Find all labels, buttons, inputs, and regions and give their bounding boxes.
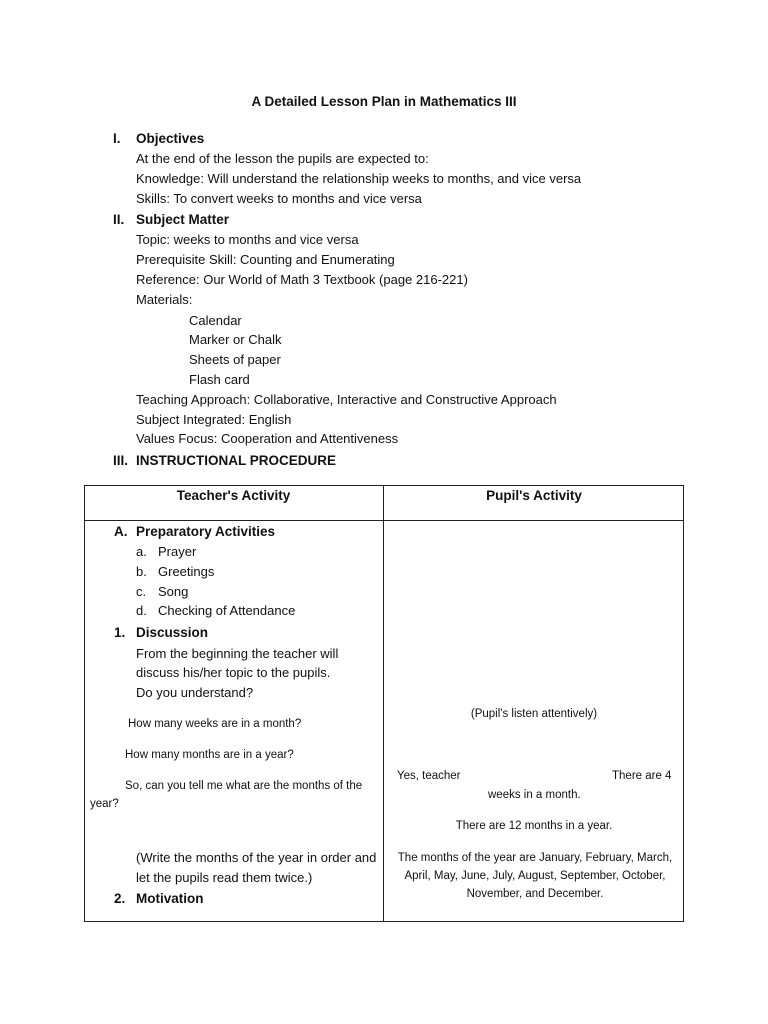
teacher-question: How many months are in a year?: [125, 749, 294, 761]
section-number-objectives: I.: [113, 131, 121, 146]
teacher-question: year?: [90, 798, 119, 810]
subject-matter-line: Subject Integrated: English: [136, 412, 292, 427]
pupil-response: There are 4: [612, 770, 672, 782]
discussion-line: Do you understand?: [136, 685, 254, 700]
subject-matter-line: Materials:: [136, 292, 193, 307]
teacher-question: So, can you tell me what are the months of the: [125, 780, 363, 792]
pupil-response-months-list: The months of the year are January, February, March, April, May, June, July, August, September, October, November, and December.: [397, 852, 673, 900]
pupil-activity-header: Pupil's Activity: [486, 488, 582, 503]
teacher-question: How many weeks are in a month?: [128, 718, 302, 730]
section-number-procedure: III.: [113, 453, 129, 468]
material-item: Calendar: [189, 313, 242, 328]
subject-matter-line: Values Focus: Cooperation and Attentiveness: [136, 431, 399, 446]
material-item: Marker or Chalk: [189, 332, 282, 347]
table-header-divider: [84, 520, 684, 521]
prep-item-text: Checking of Attendance: [158, 603, 296, 618]
document-title: A Detailed Lesson Plan in Mathematics III: [251, 94, 517, 109]
objectives-line: Skills: To convert weeks to months and vice versa: [136, 191, 422, 206]
pupil-response: weeks in a month.: [488, 789, 581, 801]
motivation-title: Motivation: [136, 891, 204, 906]
subject-matter-line: Reference: Our World of Math 3 Textbook (page 216-221): [136, 272, 468, 287]
subject-matter-line: Topic: weeks to months and vice versa: [136, 232, 359, 247]
prep-item-text: Prayer: [158, 544, 197, 559]
prep-item-label: a.: [136, 544, 147, 559]
discussion-line: From the beginning the teacher will: [136, 646, 339, 661]
write-instruction: (Write the months of the year in order and: [136, 850, 377, 865]
section-title-subject-matter: Subject Matter: [136, 212, 230, 227]
subject-matter-line: Prerequisite Skill: Counting and Enumerating: [136, 252, 395, 267]
section-title-procedure: INSTRUCTIONAL PROCEDURE: [136, 453, 337, 468]
material-item: Flash card: [189, 372, 250, 387]
prep-item-label: d.: [136, 603, 147, 618]
objectives-line: At the end of the lesson the pupils are expected to:: [136, 151, 429, 166]
material-item: Sheets of paper: [189, 352, 281, 367]
subject-matter-line: Teaching Approach: Collaborative, Interactive and Constructive Approach: [136, 392, 557, 407]
discussion-label: 1.: [114, 625, 126, 640]
prep-item-label: c.: [136, 584, 147, 599]
objectives-line: Knowledge: Will understand the relationship weeks to months, and vice versa: [136, 171, 582, 186]
prep-item-text: Greetings: [158, 564, 215, 579]
section-title-objectives: Objectives: [136, 131, 205, 146]
prep-label: A.: [114, 524, 128, 539]
write-instruction: let the pupils read them twice.): [136, 870, 313, 885]
pupil-response: (Pupil's listen attentively): [470, 708, 598, 720]
pupil-response: Yes, teacher: [397, 770, 461, 782]
prep-item-text: Song: [158, 584, 189, 599]
section-number-subject-matter: II.: [113, 212, 125, 227]
discussion-title: Discussion: [136, 625, 209, 640]
prep-title: Preparatory Activities: [136, 524, 276, 539]
discussion-line: discuss his/her topic to the pupils.: [136, 665, 331, 680]
teacher-activity-header: Teacher's Activity: [176, 488, 291, 503]
prep-item-label: b.: [136, 564, 147, 579]
pupil-response: There are 12 months in a year.: [455, 820, 613, 832]
motivation-label: 2.: [114, 891, 126, 906]
table-column-divider: [383, 485, 384, 922]
